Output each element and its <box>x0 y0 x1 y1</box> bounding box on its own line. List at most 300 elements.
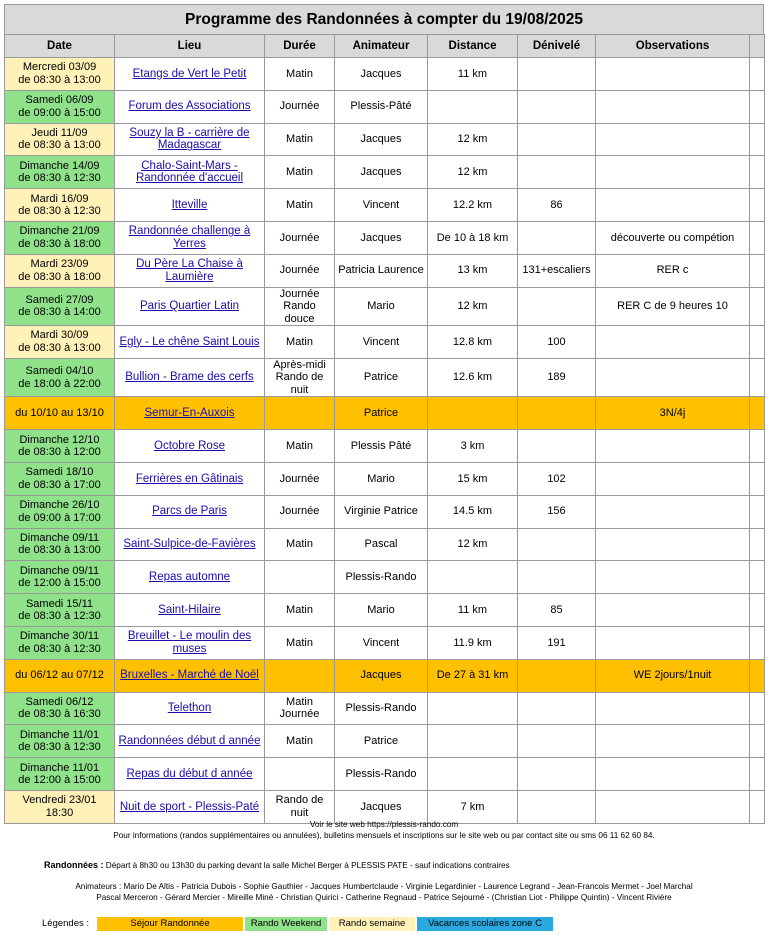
cell-date <box>5 254 115 287</box>
date-day: Samedi 15/11 <box>25 597 94 610</box>
lieu-link[interactable]: Telethon <box>167 702 212 715</box>
cell-duree: Matin <box>265 156 335 189</box>
header-observations: Observations <box>596 35 750 58</box>
date-hours: de 08:30 à 18:00 <box>18 270 101 283</box>
cell-observations <box>596 58 750 91</box>
cell-lieu <box>115 626 265 659</box>
date-hours: de 08:30 à 12:30 <box>18 642 101 655</box>
cell-date <box>5 790 115 823</box>
cell-extra <box>750 156 765 189</box>
cell-observations: RER c <box>596 254 750 287</box>
date-day: Dimanche 26/10 <box>19 499 100 512</box>
lieu-link[interactable]: Bruxelles - Marché de Noël <box>120 669 259 682</box>
lieu-link[interactable]: Repas automne <box>148 571 231 583</box>
cell-extra <box>750 90 765 123</box>
cell-animateur: Mario <box>335 594 428 627</box>
cell-duree: Journée <box>265 90 335 123</box>
table-row <box>5 692 765 725</box>
table-row <box>5 326 765 359</box>
date-day: Samedi 27/09 <box>25 293 94 306</box>
table-row <box>5 58 765 91</box>
cell-distance <box>428 561 518 594</box>
footer-animateurs-line1: Animateurs : Mario De Altis - Patricia Dubois - Sophie Gauthier - Jacques Humbertclaude - Virginie Legardinier - Laurence Legrand - Jean-Francois Mermet - Joel Marchal <box>75 882 693 891</box>
cell-distance: 12 km <box>428 123 518 156</box>
lieu-link[interactable]: Etangs de Vert le Petit <box>132 67 247 80</box>
cell-duree <box>265 561 335 594</box>
table-row <box>5 397 765 430</box>
cell-duree: Matin <box>265 528 335 561</box>
lieu-link[interactable]: Itteville <box>171 198 208 211</box>
cell-extra <box>750 528 765 561</box>
cell-distance: 12 km <box>428 287 518 326</box>
date-day: Jeudi 11/09 <box>31 126 88 139</box>
lieu-link[interactable]: Nuit de sport - Plessis-Paté <box>119 800 260 813</box>
cell-date <box>5 430 115 463</box>
date-day: Dimanche 11/01 <box>19 728 100 741</box>
cell-distance: 12.6 km <box>428 358 518 397</box>
date-day: du 06/12 au 07/12 <box>15 669 104 682</box>
lieu-link[interactable]: Saint-Sulpice-de-Favières <box>123 538 256 551</box>
cell-animateur: Jacques <box>335 123 428 156</box>
cell-duree: Matin <box>265 326 335 359</box>
cell-observations <box>596 156 750 189</box>
cell-lieu <box>115 594 265 627</box>
cell-denivele: 100 <box>518 326 596 359</box>
date-day: Dimanche 21/09 <box>19 225 100 238</box>
cell-distance: 12 km <box>428 156 518 189</box>
cell-lieu <box>115 326 265 359</box>
cell-extra <box>750 326 765 359</box>
cell-lieu <box>115 528 265 561</box>
cell-date <box>5 561 115 594</box>
cell-distance: 11.9 km <box>428 626 518 659</box>
cell-duree: Journée Rando douce <box>265 287 335 326</box>
cell-extra <box>750 659 765 692</box>
page-title: Programme des Randonnées à compter du 19/08/2025 <box>4 4 764 34</box>
cell-distance <box>428 758 518 791</box>
cell-duree: Journée <box>265 462 335 495</box>
header-date: Date <box>5 35 115 58</box>
table-row <box>5 254 765 287</box>
table-row <box>5 156 765 189</box>
footer-rando-label: Randonnées : <box>44 860 104 870</box>
date-day: Dimanche 12/10 <box>19 433 100 446</box>
cell-extra <box>750 462 765 495</box>
cell-animateur: Jacques <box>335 659 428 692</box>
cell-date <box>5 495 115 528</box>
cell-distance: 11 km <box>428 594 518 627</box>
date-hours: de 09:00 à 17:00 <box>18 511 101 524</box>
cell-date <box>5 725 115 758</box>
cell-lieu <box>115 156 265 189</box>
date-hours: de 08:30 à 12:00 <box>18 446 101 459</box>
cell-observations: RER C de 9 heures 10 <box>596 287 750 326</box>
legend-semaine: Rando semaine <box>329 917 415 931</box>
cell-observations <box>596 358 750 397</box>
date-day: Samedi 06/09 <box>25 94 94 107</box>
date-day: Samedi 04/10 <box>25 365 94 378</box>
cell-observations <box>596 495 750 528</box>
lieu-link[interactable]: Parcs de Paris <box>152 505 227 518</box>
cell-animateur: Vincent <box>335 189 428 222</box>
cell-date <box>5 58 115 91</box>
cell-lieu <box>115 254 265 287</box>
cell-observations <box>596 326 750 359</box>
cell-distance: 11 km <box>428 58 518 91</box>
cell-lieu <box>115 758 265 791</box>
cell-extra <box>750 692 765 725</box>
cell-distance: 12.2 km <box>428 189 518 222</box>
date-day: Dimanche 09/11 <box>19 564 100 577</box>
cell-date <box>5 462 115 495</box>
footer-rando-text: Départ à 8h30 ou 13h30 du parking devant la salle Michel Berger à PLESSIS PATE - sauf indications contraires <box>105 861 510 870</box>
footer-animateurs-line2: Pascal Merceron - Gérard Mercier - Mireille Miné - Christian Quirici - Catherine Regnaud - Patrice Sejourné - (Christian Liot - Philippe Quintin) - Vincent Rivière <box>96 892 672 902</box>
cell-observations <box>596 692 750 725</box>
cell-animateur: Plessis-Rando <box>335 692 428 725</box>
cell-extra <box>750 58 765 91</box>
table-row <box>5 189 765 222</box>
cell-distance: 12.8 km <box>428 326 518 359</box>
cell-denivele: 131+escaliers <box>518 254 596 287</box>
cell-duree: Rando de nuit <box>265 790 335 823</box>
cell-lieu <box>115 790 265 823</box>
date-hours: de 18:00 à 22:00 <box>18 377 101 390</box>
cell-denivele <box>518 156 596 189</box>
cell-distance: De 27 à 31 km <box>428 659 518 692</box>
cell-observations <box>596 790 750 823</box>
header-denivele: Dénivelé <box>518 35 596 58</box>
table-row <box>5 626 765 659</box>
header-distance: Distance <box>428 35 518 58</box>
cell-lieu <box>115 287 265 326</box>
lieu-link[interactable]: Saint-Hilaire <box>158 603 221 616</box>
cell-duree: Matin Journée <box>265 692 335 725</box>
lieu-link[interactable]: Chalo-Saint-Mars - Randonnée d'accueil <box>135 159 244 185</box>
date-hours: de 08:30 à 13:00 <box>18 73 101 86</box>
lieu-link[interactable]: Paris Quartier Latin <box>139 300 240 313</box>
cell-lieu <box>115 123 265 156</box>
cell-observations <box>596 189 750 222</box>
cell-distance: De 10 à 18 km <box>428 221 518 254</box>
cell-extra <box>750 626 765 659</box>
legend <box>42 917 555 931</box>
cell-denivele <box>518 90 596 123</box>
cell-animateur: Patrice <box>335 397 428 430</box>
cell-duree: Matin <box>265 430 335 463</box>
cell-duree: Après-midi Rando de nuit <box>265 358 335 397</box>
date-day: Mardi 30/09 <box>30 329 89 342</box>
cell-animateur: Patrice <box>335 358 428 397</box>
cell-denivele <box>518 58 596 91</box>
cell-date <box>5 287 115 326</box>
lieu-link[interactable]: Egly - Le chêne Saint Louis <box>119 335 260 348</box>
cell-date <box>5 123 115 156</box>
lieu-link[interactable]: Du Père La Chaise à Laumière <box>136 258 243 283</box>
cell-date <box>5 326 115 359</box>
date-hours: de 08:30 à 13:00 <box>18 139 101 152</box>
cell-denivele <box>518 287 596 326</box>
lieu-link[interactable]: Repas du début d année <box>126 767 253 780</box>
cell-observations: découverte ou compétion <box>596 221 750 254</box>
cell-duree: Journée <box>265 495 335 528</box>
date-hours: de 08:30 à 13:00 <box>18 544 101 557</box>
cell-denivele: 191 <box>518 626 596 659</box>
header-lieu: Lieu <box>115 35 265 58</box>
cell-extra <box>750 221 765 254</box>
cell-extra <box>750 594 765 627</box>
table-row <box>5 123 765 156</box>
lieu-link[interactable]: Souzy la B - carrière de Madagascar <box>129 126 250 152</box>
cell-denivele <box>518 790 596 823</box>
table-row <box>5 790 765 823</box>
table-row <box>5 287 765 326</box>
cell-observations: 3N/4j <box>596 397 750 430</box>
cell-duree <box>265 659 335 692</box>
cell-lieu <box>115 659 265 692</box>
cell-observations <box>596 758 750 791</box>
date-day: Dimanche 11/01 <box>19 761 100 774</box>
cell-extra <box>750 495 765 528</box>
cell-distance <box>428 397 518 430</box>
cell-distance <box>428 725 518 758</box>
cell-denivele <box>518 692 596 725</box>
cell-distance: 7 km <box>428 790 518 823</box>
cell-extra <box>750 123 765 156</box>
lieu-link[interactable]: Ferrières en Gâtinais <box>135 472 244 485</box>
cell-date <box>5 189 115 222</box>
date-hours: de 08:30 à 13:00 <box>18 341 101 354</box>
date-hours: de 08:30 à 16:30 <box>18 708 101 721</box>
cell-date <box>5 659 115 692</box>
cell-date <box>5 692 115 725</box>
cell-denivele <box>518 561 596 594</box>
cell-extra <box>750 430 765 463</box>
cell-lieu <box>115 462 265 495</box>
cell-observations <box>596 462 750 495</box>
cell-lieu <box>115 561 265 594</box>
cell-denivele: 102 <box>518 462 596 495</box>
date-day: du 10/10 au 13/10 <box>15 407 104 420</box>
cell-observations <box>596 90 750 123</box>
cell-duree: Journée <box>265 254 335 287</box>
footer-info: Pour informations (randos supplémentaires ou annulées), bulletins mensuels et inscriptions sur le site web ou par contact site ou sms 06 11 62 60 84. <box>113 830 655 840</box>
cell-denivele: 156 <box>518 495 596 528</box>
cell-date <box>5 90 115 123</box>
cell-duree: Matin <box>265 123 335 156</box>
schedule-sheet <box>4 4 764 824</box>
table-row <box>5 430 765 463</box>
footer <box>0 820 768 929</box>
date-hours: de 08:30 à 17:00 <box>18 478 101 491</box>
lieu-link[interactable]: Randonnée challenge à Yerres <box>128 225 251 250</box>
cell-duree: Matin <box>265 189 335 222</box>
cell-extra <box>750 790 765 823</box>
cell-date <box>5 358 115 397</box>
header-animateur: Animateur <box>335 35 428 58</box>
date-hours: de 12:00 à 15:00 <box>18 774 101 787</box>
cell-distance: 12 km <box>428 528 518 561</box>
cell-observations <box>596 561 750 594</box>
table-row <box>5 594 765 627</box>
cell-animateur: Jacques <box>335 790 428 823</box>
cell-duree: Journée <box>265 221 335 254</box>
date-day: Dimanche 09/11 <box>19 531 100 544</box>
cell-observations <box>596 594 750 627</box>
cell-animateur: Mario <box>335 462 428 495</box>
cell-duree: Matin <box>265 594 335 627</box>
cell-extra <box>750 725 765 758</box>
cell-animateur: Pascal <box>335 528 428 561</box>
cell-lieu <box>115 358 265 397</box>
date-day: Mardi 16/09 <box>30 192 89 205</box>
table-row <box>5 725 765 758</box>
cell-distance <box>428 90 518 123</box>
cell-date <box>5 156 115 189</box>
cell-lieu <box>115 692 265 725</box>
cell-observations <box>596 528 750 561</box>
date-day: Samedi 18/10 <box>25 466 94 479</box>
cell-animateur: Virginie Patrice <box>335 495 428 528</box>
cell-animateur: Plessis Pâté <box>335 430 428 463</box>
date-hours: de 08:30 à 12:30 <box>18 205 101 218</box>
footer-animateurs <box>0 882 768 903</box>
cell-animateur: Patricia Laurence <box>335 254 428 287</box>
lieu-link[interactable]: Semur-En-Auxois <box>144 407 235 420</box>
cell-lieu <box>115 221 265 254</box>
lieu-link[interactable]: Bullion - Brame des cerfs <box>125 371 254 384</box>
cell-distance: 3 km <box>428 430 518 463</box>
cell-extra <box>750 561 765 594</box>
cell-date <box>5 758 115 791</box>
cell-duree: Matin <box>265 58 335 91</box>
cell-animateur: Vincent <box>335 626 428 659</box>
cell-animateur: Plessis-Rando <box>335 561 428 594</box>
lieu-link[interactable]: Breuillet - Le moulin des muses <box>127 630 252 655</box>
cell-denivele <box>518 758 596 791</box>
cell-extra <box>750 189 765 222</box>
cell-animateur: Jacques <box>335 221 428 254</box>
cell-duree: Matin <box>265 725 335 758</box>
cell-denivele: 85 <box>518 594 596 627</box>
cell-observations <box>596 430 750 463</box>
cell-denivele <box>518 725 596 758</box>
table-row <box>5 90 765 123</box>
cell-animateur: Mario <box>335 287 428 326</box>
lieu-link[interactable]: Octobre Rose <box>154 439 225 452</box>
table-row <box>5 528 765 561</box>
cell-lieu <box>115 725 265 758</box>
date-hours: de 12:00 à 15:00 <box>18 577 101 590</box>
cell-extra <box>750 758 765 791</box>
date-hours: de 09:00 à 15:00 <box>18 106 101 119</box>
legend-vacances: Vacances scolaires zone C <box>417 917 553 931</box>
date-day: Mardi 23/09 <box>30 258 89 271</box>
header-duree: Durée <box>265 35 335 58</box>
table-row <box>5 758 765 791</box>
cell-observations <box>596 626 750 659</box>
cell-lieu <box>115 58 265 91</box>
cell-lieu <box>115 397 265 430</box>
date-hours: de 08:30 à 12:30 <box>18 610 101 623</box>
table-row <box>5 221 765 254</box>
cell-lieu <box>115 90 265 123</box>
cell-distance: 13 km <box>428 254 518 287</box>
date-day: Dimanche 14/09 <box>19 159 100 172</box>
cell-animateur: Plessis-Rando <box>335 758 428 791</box>
header-extra <box>750 35 765 58</box>
date-day: Dimanche 30/11 <box>19 630 100 643</box>
date-day: Mercredi 03/09 <box>22 61 97 74</box>
cell-extra <box>750 287 765 326</box>
cell-lieu <box>115 189 265 222</box>
table-row <box>5 358 765 397</box>
footer-rando <box>44 860 510 872</box>
legend-weekend: Rando Weekend <box>245 917 327 931</box>
cell-date <box>5 528 115 561</box>
cell-date <box>5 594 115 627</box>
footer-website[interactable]: Voir le site web https://plessis-rando.com <box>309 820 459 829</box>
cell-distance: 15 km <box>428 462 518 495</box>
date-hours: de 08:30 à 18:00 <box>18 237 101 250</box>
cell-extra <box>750 397 765 430</box>
legend-label: Légendes : <box>42 917 90 929</box>
cell-animateur: Jacques <box>335 58 428 91</box>
cell-denivele <box>518 397 596 430</box>
cell-denivele <box>518 528 596 561</box>
lieu-link[interactable]: Forum des Associations <box>128 100 251 113</box>
cell-date <box>5 221 115 254</box>
cell-distance: 14.5 km <box>428 495 518 528</box>
schedule-table <box>4 34 765 824</box>
cell-animateur: Jacques <box>335 156 428 189</box>
cell-observations: WE 2jours/1nuit <box>596 659 750 692</box>
cell-denivele <box>518 430 596 463</box>
cell-animateur: Vincent <box>335 326 428 359</box>
cell-denivele: 86 <box>518 189 596 222</box>
cell-lieu <box>115 430 265 463</box>
cell-date <box>5 626 115 659</box>
cell-observations <box>596 123 750 156</box>
cell-duree <box>265 758 335 791</box>
cell-denivele <box>518 659 596 692</box>
table-body <box>5 58 765 824</box>
cell-date <box>5 397 115 430</box>
cell-extra <box>750 254 765 287</box>
cell-lieu <box>115 495 265 528</box>
cell-animateur: Patrice <box>335 725 428 758</box>
table-row <box>5 561 765 594</box>
date-day: Vendredi 23/01 <box>22 794 97 807</box>
cell-extra <box>750 358 765 397</box>
lieu-link[interactable]: Randonnées début d année <box>118 734 261 747</box>
date-day: Samedi 06/12 <box>25 695 94 708</box>
date-hours: de 08:30 à 12:30 <box>18 741 101 754</box>
cell-observations <box>596 725 750 758</box>
table-row <box>5 462 765 495</box>
legend-sejour: Séjour Randonnée <box>97 917 243 931</box>
cell-duree: Matin <box>265 626 335 659</box>
cell-denivele <box>518 221 596 254</box>
cell-denivele: 189 <box>518 358 596 397</box>
cell-animateur: Plessis-Pâté <box>335 90 428 123</box>
date-hours: de 08:30 à 14:00 <box>18 306 101 319</box>
cell-distance <box>428 692 518 725</box>
table-header-row <box>5 35 765 58</box>
date-hours: 18:30 <box>45 806 74 819</box>
table-row <box>5 495 765 528</box>
cell-duree <box>265 397 335 430</box>
table-row <box>5 659 765 692</box>
